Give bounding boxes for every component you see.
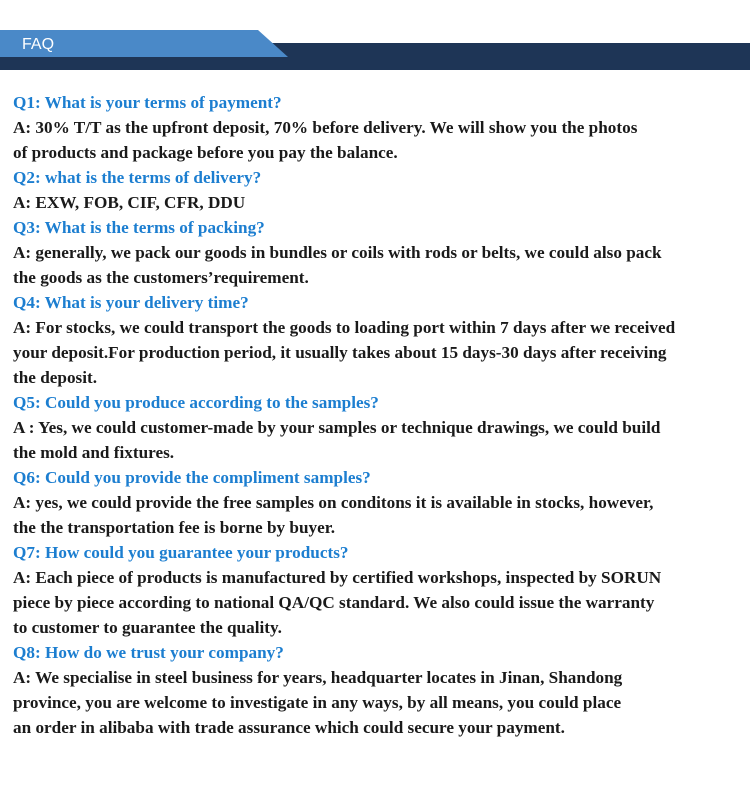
question-4: Q4: What is your delivery time?: [13, 293, 249, 312]
question-6: Q6: Could you provide the compliment samples?: [13, 468, 371, 487]
answer-3-line-1: A: generally, we pack our goods in bundles or coils with rods or belts, we could also pack: [13, 243, 662, 262]
answer-8-line-3: an order in alibaba with trade assurance which could secure your payment.: [13, 718, 565, 737]
answer-5-line-1: A : Yes, we could customer-made by your samples or technique drawings, we could build: [13, 418, 661, 437]
answer-1-line-2: of products and package before you pay the balance.: [13, 143, 398, 162]
question-5: Q5: Could you produce according to the samples?: [13, 393, 379, 412]
answer-3-line-2: the goods as the customers’requirement.: [13, 268, 309, 287]
answer-2-line-1: A: EXW, FOB, CIF, CFR, DDU: [13, 193, 246, 212]
answer-1-line-1: A: 30% T/T as the upfront deposit, 70% before delivery. We will show you the photos: [13, 118, 638, 137]
question-2: Q2: what is the terms of delivery?: [13, 168, 262, 187]
answer-4-line-3: the deposit.: [13, 368, 98, 387]
answer-7-line-2: piece by piece according to national QA/QC standard. We also could issue the warranty: [13, 593, 655, 612]
answer-8-line-2: province, you are welcome to investigate in any ways, by all means, you could place: [13, 693, 622, 712]
answer-6-line-2: the the transportation fee is borne by buyer.: [13, 518, 336, 537]
answer-7-line-1: A: Each piece of products is manufactured by certified workshops, inspected by SORUN: [13, 568, 662, 587]
answer-4-line-2: your deposit.For production period, it usually takes about 15 days-30 days after receiving: [13, 343, 667, 362]
answer-5-line-2: the mold and fixtures.: [13, 443, 175, 462]
answer-8-line-1: A: We specialise in steel business for years, headquarter locates in Jinan, Shandong: [13, 668, 623, 687]
answer-4-line-1: A: For stocks, we could transport the goods to loading port within 7 days after we received: [13, 318, 676, 337]
faq-title: FAQ: [22, 36, 55, 53]
answer-6-line-1: A: yes, we could provide the free samples on conditons it is available in stocks, however,: [13, 493, 654, 512]
faq-list: [13, 90, 738, 740]
answer-7-line-3: to customer to guarantee the quality.: [13, 618, 282, 637]
question-8: Q8: How do we trust your company?: [13, 643, 284, 662]
question-3: Q3: What is the terms of packing?: [13, 218, 265, 237]
header-banner: [0, 30, 750, 70]
faq-header: [0, 30, 750, 70]
question-7: Q7: How could you guarantee your products?: [13, 543, 349, 562]
question-1: Q1: What is your terms of payment?: [13, 93, 282, 112]
